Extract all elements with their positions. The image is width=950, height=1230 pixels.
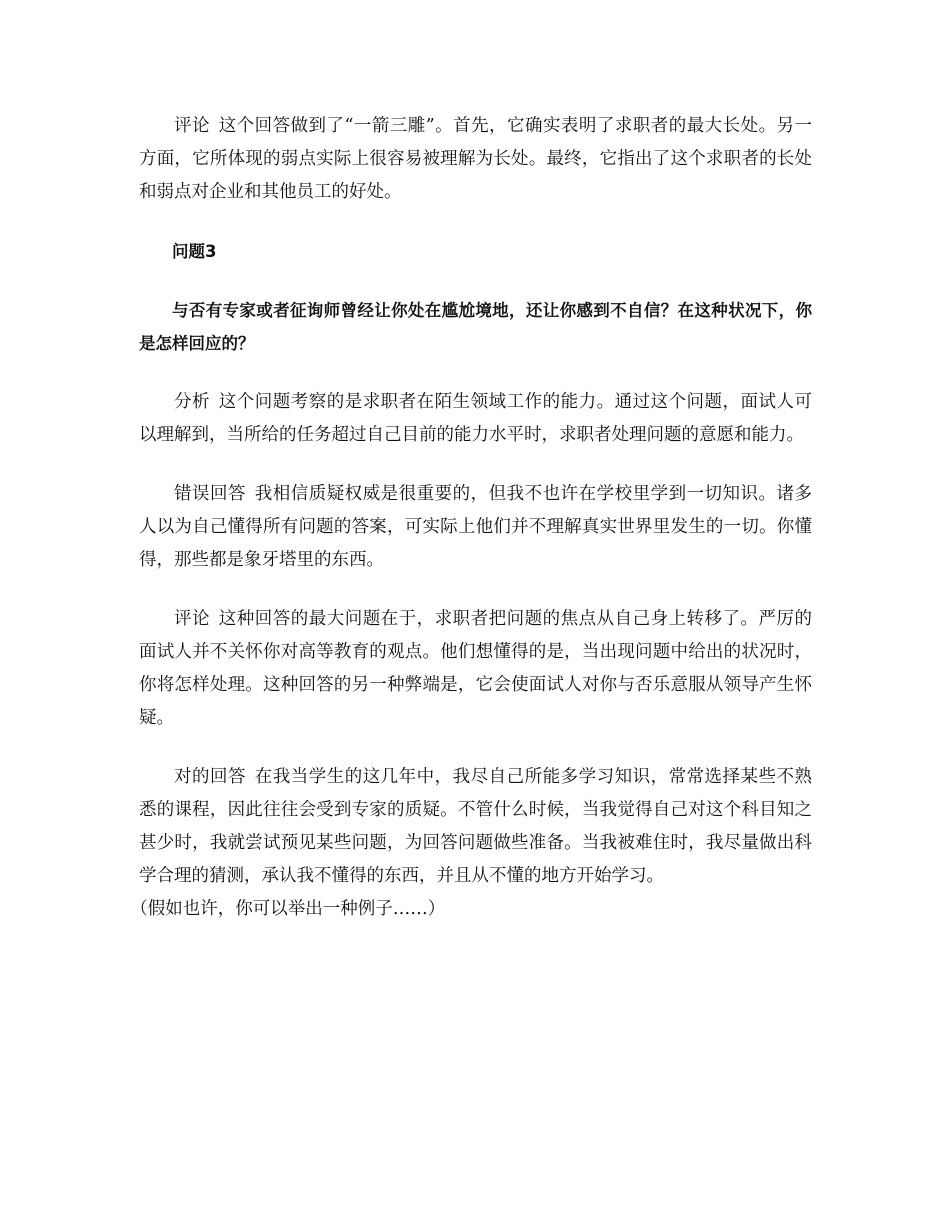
paragraph-tail-note: （假如也许，你可以举出一种例子……）	[130, 899, 446, 919]
question-text: 与否有专家或者征询师曾经让你处在尴尬境地，还让你感到不自信？在这种状况下，你是怎样回应的？	[139, 301, 812, 353]
paragraph-label: 错误回答	[174, 484, 246, 504]
paragraph-label: 分析	[174, 392, 210, 412]
paragraph-text: 在我当学生的这几年中，我尽自己所能多学习知识，常常选择某些不熟悉的课程，因此往往会受到专家的质疑。不管什么时候，当我觉得自己对这个科目知之甚少时，我就尝试预见某些问题，为回答问题做些准备。当我被难住时，我尽量做出科学合理的猜测，承认我不懂得的东西，并且从不懂的地方开始学习。	[139, 767, 813, 886]
document-body	[130, 110, 813, 952]
paragraph-wrong-answer	[139, 478, 812, 577]
paragraph-comment-1	[139, 110, 812, 209]
paragraph-text: 这种回答的最大问题在于，求职者把问题的焦点从自己身上转移了。严厉的面试人并不关怀你对高等教育的观点。他们想懂得的是，当出现问题中给出的状况时，你将怎样处理。这种回答的另一种弊端是，它会使面试人对你与否乐意服从领导产生怀疑。	[139, 609, 813, 728]
paragraph-label: 对的回答	[174, 767, 246, 787]
paragraph-label: 评论	[174, 609, 210, 629]
paragraph-correct-answer	[130, 761, 813, 926]
paragraph-text: 我相信质疑权威是很重要的，但我不也许在学校里学到一切知识。诸多人以为自己懂得所有问题的答案，可实际上他们并不理解真实世界里发生的一切。你懂得，那些都是象牙塔里的东西。	[139, 484, 813, 570]
question-heading: 问题3	[172, 242, 217, 261]
paragraph-text: 这个问题考察的是求职者在陌生领域工作的能力。通过这个问题，面试人可以理解到，当所给的任务超过自己目前的能力水平时，求职者处理问题的意愿和能力。	[139, 392, 813, 445]
paragraph-comment-2	[139, 603, 812, 735]
paragraph-text: 这个回答做到了“一箭三雕”。首先，它确实表明了求职者的最大长处。另一方面，它所体现的弱点实际上很容易被理解为长处。最终，它指出了这个求职者的长处和弱点对企业和其他员工的好处。	[139, 116, 813, 202]
paragraph-label: 评论	[174, 116, 210, 136]
paragraph-analysis	[139, 386, 812, 452]
